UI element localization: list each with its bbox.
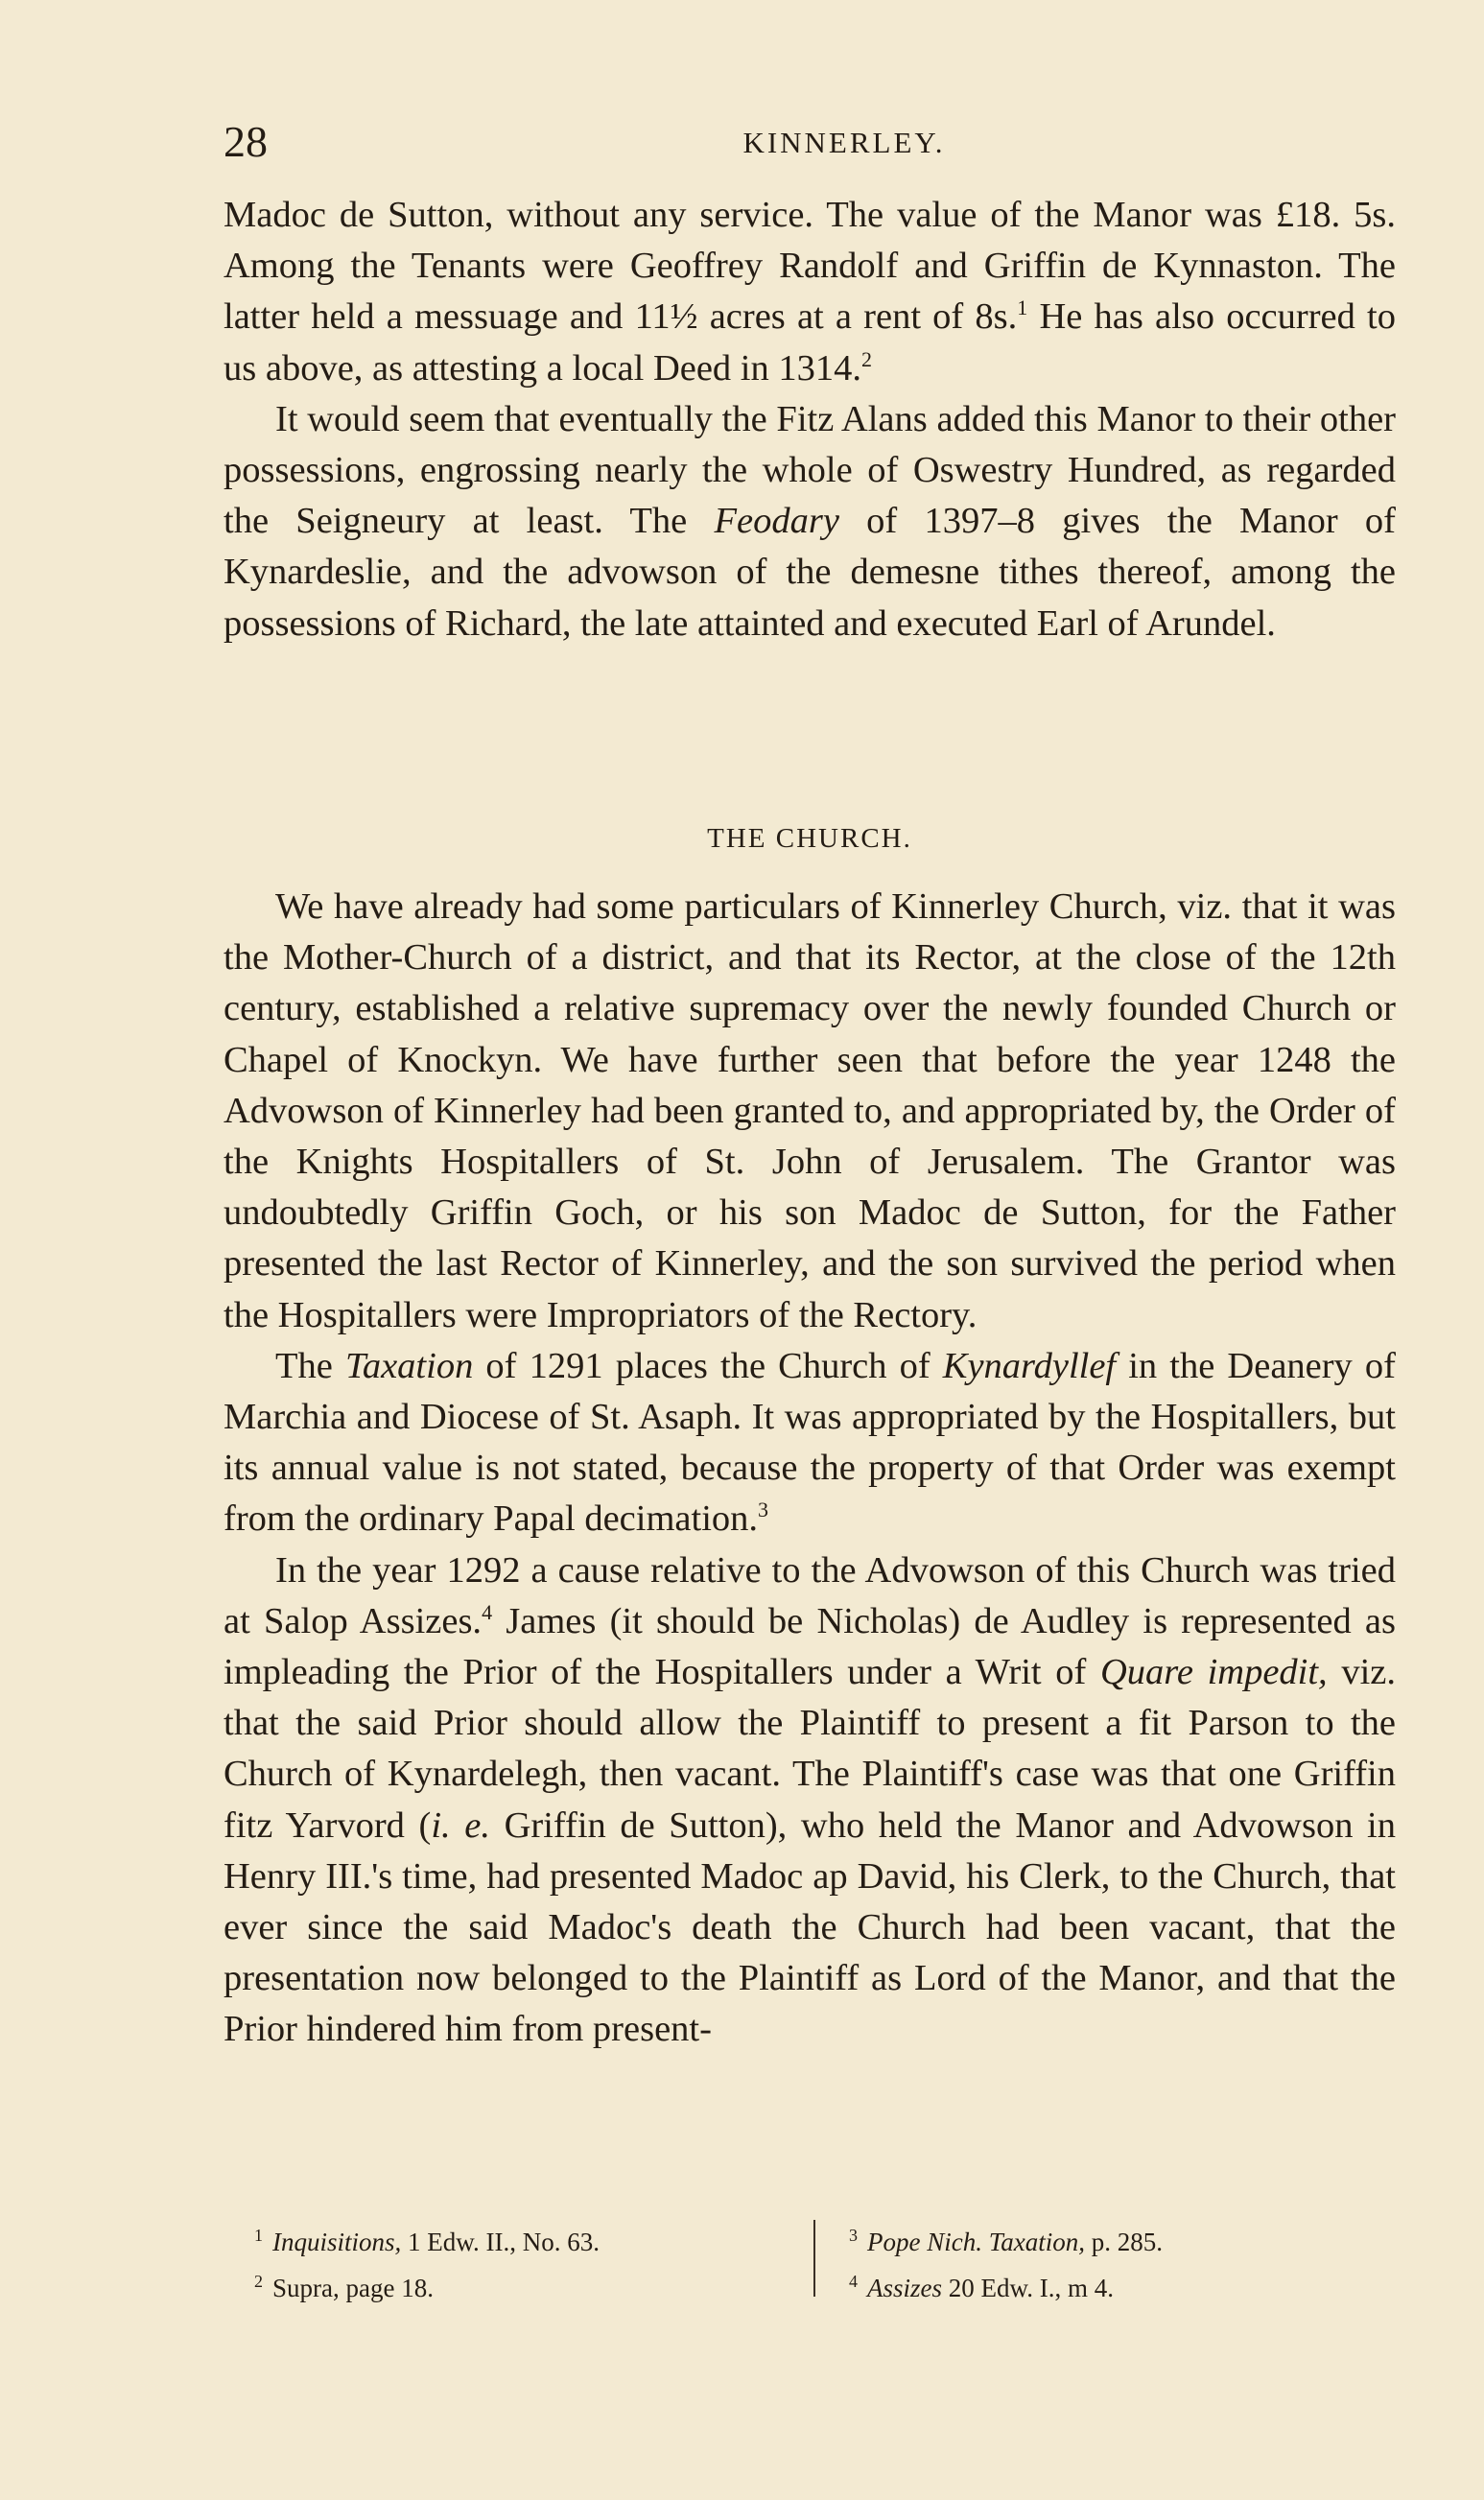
footnote-3 xyxy=(849,2216,1386,2262)
footnotes-left-column xyxy=(254,2216,791,2308)
section-heading: THE CHURCH. xyxy=(707,823,912,854)
paragraph-church-history: We have already had some particulars of Kinnerley Church, viz. that it was the Mother-Church of a district, and that its Rector, at the close of the 12th century, established a relative supremacy over the newly founded Church or Chapel of Knockyn. We have further seen that before the year 1248 the Advowson of Kinnerley had been granted to, and appropriated by, the Order of the Knights Hospitallers of St. John of Jerusalem. The Grantor was undoubtedly Griffin Goch, or his son Madoc de Sutton, for the Father presented the last Rector of Kinnerley, and the son survived the period when the Hospitallers were Impropriators of the Rectory. xyxy=(224,886,1396,1335)
footnote-divider xyxy=(813,2220,815,2297)
paragraph-text: of 1397–8 gives the Manor of Kynardeslie, and the advowson of the demesne tithes thereof, among the possessions of Richard, the late attainted and executed Earl of Arundel. xyxy=(224,501,1396,644)
footnote-1 xyxy=(254,2216,791,2262)
footnote-text: Supra, page 18. xyxy=(272,2274,434,2302)
italic-term: Quare impedit, xyxy=(1099,1652,1328,1693)
italic-term: Kynardyllef xyxy=(942,1345,1117,1386)
footnote-ref-2: 2 xyxy=(861,346,873,371)
running-head: KINNERLEY. xyxy=(742,126,946,159)
paragraph-text: In the year 1292 a cause relative to the Advowson of this Church was tried at Salop Assizes. xyxy=(224,1549,1396,1641)
footnote-mark: 3 xyxy=(849,2226,858,2245)
footnote-italic: Inquisitions, xyxy=(272,2228,402,2256)
italic-term: i. e. xyxy=(431,1804,490,1846)
paragraph-text: The xyxy=(275,1345,345,1386)
paragraph-text: Madoc de Sutton, without any service. The value of the Manor was £18. 5s. Among the Tenants were Geoffrey Randolf and Griffin de Kynnaston. The latter held a messuage and 11½ acres at a rent of 8s. xyxy=(224,195,1396,338)
body-section-church xyxy=(224,882,1396,2056)
footnote-text: p. 285. xyxy=(1085,2228,1163,2256)
page-number: 28 xyxy=(224,117,268,166)
paragraph-text: Griffin de Sutton), who held the Manor and Advowson in Henry III.'s time, had presented Madoc ap David, his Clerk, to the Church, that ever since the said Madoc's death the Church had been vacant, that the presentation now belonged to the Plaintiff as Lord of the Manor, and that the Prior hindered him from present- xyxy=(224,1804,1396,2050)
footnote-mark: 4 xyxy=(849,2272,858,2291)
footnote-ref-3: 3 xyxy=(758,1498,769,1522)
paragraph-text: James (it should be Nicholas) de Audley is represented as impleading the Prior of the Hospitallers under a Writ of xyxy=(224,1600,1396,1693)
paragraph-fitz-alans xyxy=(224,394,1396,649)
body-section-manor xyxy=(224,190,1396,649)
italic-term: Feodary xyxy=(714,501,839,542)
footnote-mark: 1 xyxy=(254,2226,263,2245)
footnotes-right-column xyxy=(849,2216,1386,2308)
paragraph-text: It would seem that eventually the Fitz Alans added this Manor to their other possessions, engrossing nearly the whole of Oswestry Hundred, as regarded the Seigneury at least. The xyxy=(224,398,1396,542)
paragraph-text: in the Deanery of Marchia and Diocese of St. Asaph. It was appropriated by the Hospitallers, but its annual value is not stated, because the property of that Order was exempt from the ordinary Papal decimation. xyxy=(224,1345,1396,1540)
paragraph-taxation xyxy=(224,1341,1396,1545)
footnotes xyxy=(254,2216,1357,2302)
paragraph-text: viz. that the said Prior should allow the Plaintiff to present a fit Parson to the Church of Kynardelegh, then vacant. The Plaintiff's case was that one Griffin fitz Yarvord ( xyxy=(224,1652,1396,1846)
footnote-4 xyxy=(849,2262,1386,2308)
footnote-mark: 2 xyxy=(254,2272,263,2291)
footnote-text: 20 Edw. I., m 4. xyxy=(942,2274,1114,2302)
paragraph-text: He has also occurred to us above, as attesting a local Deed in 1314. xyxy=(224,296,1396,389)
footnote-2 xyxy=(254,2262,791,2308)
page-header xyxy=(224,113,1398,171)
footnote-ref-1: 1 xyxy=(1017,295,1028,320)
footnote-italic: Pope Nich. Taxation, xyxy=(867,2228,1085,2256)
footnote-italic: Assizes xyxy=(867,2274,943,2302)
paragraph-assizes-1292 xyxy=(224,1545,1396,2056)
footnote-ref-4: 4 xyxy=(482,1600,493,1625)
paragraph-manor-value xyxy=(224,190,1396,394)
footnote-text: 1 Edw. II., No. 63. xyxy=(401,2228,600,2256)
italic-term: Taxation xyxy=(344,1345,474,1386)
paragraph-text: of 1291 places the Church of xyxy=(473,1345,943,1386)
